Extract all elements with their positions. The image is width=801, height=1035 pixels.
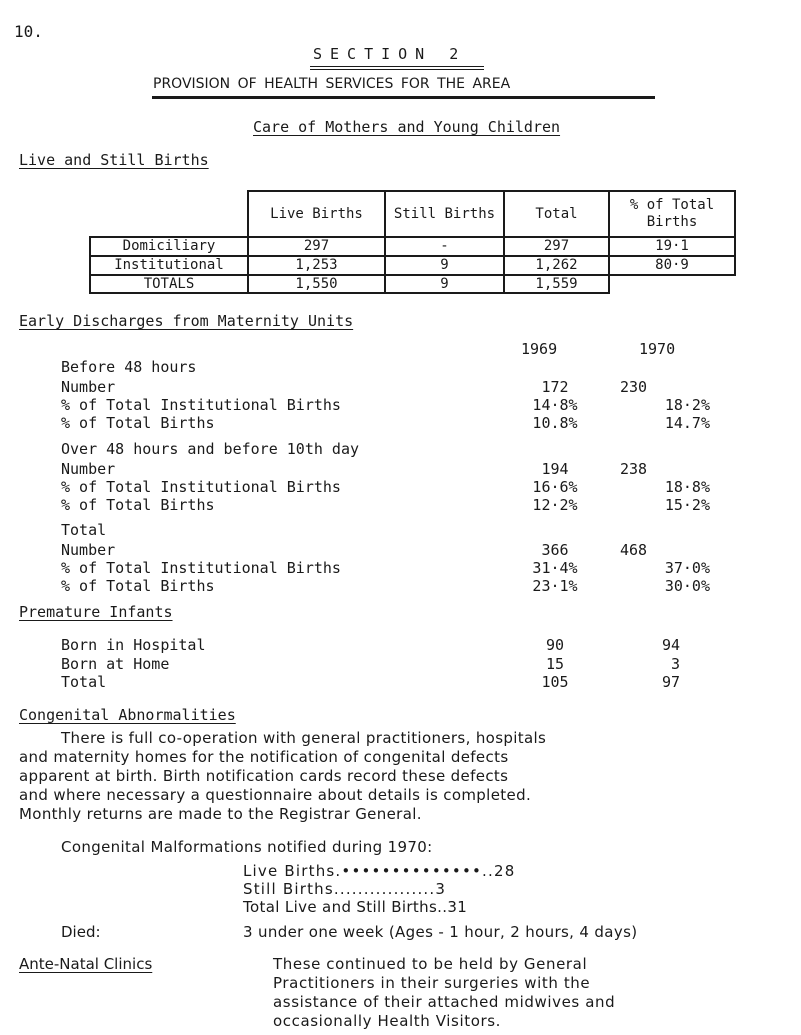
births-col-pct: % of Total Births: [609, 191, 735, 237]
died-label: Died:: [61, 923, 101, 941]
value-1970: 15·2%: [664, 496, 710, 514]
value-1970: 238: [620, 460, 648, 478]
section-title: SECTION 2: [313, 45, 467, 63]
congenital-para-line: and where necessary a questionnaire about details is completed.: [19, 786, 532, 804]
before48-title: Before 48 hours: [61, 358, 197, 376]
births-table-corner: [90, 191, 248, 237]
table-row: [0, 478, 801, 496]
total-group-title: Total: [61, 521, 107, 539]
births-cell: 9: [385, 256, 504, 275]
row-label: % of Total Institutional Births: [61, 396, 341, 414]
premature-heading: Premature Infants: [19, 603, 173, 621]
value-1970: 468: [620, 541, 648, 559]
value-1970: 97: [661, 673, 680, 691]
year-1970-header: 1970: [639, 340, 676, 358]
table-row: [0, 636, 801, 654]
value-1970: 3: [670, 655, 680, 673]
year-1969-header: 1969: [521, 340, 558, 358]
early-discharges-heading: Early Discharges from Maternity Units: [19, 312, 354, 330]
value-1970: 18·8%: [664, 478, 710, 496]
table-row: [0, 378, 801, 396]
notified-line: Congenital Malformations notified during 1970:: [61, 838, 433, 856]
value-1969: 12·2%: [532, 496, 578, 514]
congenital-heading: Congenital Abnormalities: [19, 706, 236, 724]
table-row: [0, 460, 801, 478]
table-row: [0, 559, 801, 577]
value-1969: 194: [541, 460, 569, 478]
value-1970: 18·2%: [664, 396, 710, 414]
antenatal-line: Practitioners in their surgeries with the: [273, 974, 591, 992]
births-cell: 9: [385, 275, 504, 294]
births-table: [89, 190, 736, 294]
value-1969: 14·8%: [532, 396, 578, 414]
table-row: [90, 256, 735, 275]
congenital-para-line: apparent at birth. Birth notification cards record these defects: [19, 767, 509, 785]
births-col-still: Still Births: [385, 191, 504, 237]
row-label: % of Total Institutional Births: [61, 478, 341, 496]
row-label: % of Total Births: [61, 496, 215, 514]
table-row: [0, 496, 801, 514]
births-col-total: Total: [504, 191, 609, 237]
value-1969: 23·1%: [532, 577, 578, 595]
row-label: Born at Home: [61, 655, 170, 673]
antenatal-line: These continued to be held by General: [273, 955, 588, 973]
births-row-label: Domiciliary: [90, 237, 248, 256]
births-cell: 19·1: [609, 237, 735, 256]
value-1969: 10.8%: [532, 414, 578, 432]
value-1969: 366: [541, 541, 569, 559]
congenital-para-line: Monthly returns are made to the Registrar General.: [19, 805, 422, 823]
births-row-label: TOTALS: [90, 275, 248, 294]
births-col-live: Live Births: [248, 191, 385, 237]
over48-title: Over 48 hours and before 10th day: [61, 440, 360, 458]
births-heading: Live and Still Births: [19, 151, 209, 169]
congenital-para-line: and maternity homes for the notification of congenital defects: [19, 748, 509, 766]
section-subtitle: PROVISION OF HEALTH SERVICES FOR THE AREA: [153, 76, 511, 92]
table-row: [0, 414, 801, 432]
row-label: Number: [61, 460, 116, 478]
value-1969: 31·4%: [532, 559, 578, 577]
section-title-rule-2: [310, 69, 484, 70]
malformation-list-item: Still Births.................3: [243, 880, 447, 898]
table-row: [0, 655, 801, 673]
table-row: [0, 673, 801, 691]
malformation-list-item: Live Births.••••••••••••••..28: [243, 862, 516, 880]
births-cell: 1,559: [504, 275, 609, 294]
antenatal-line: occasionally Health Visitors.: [273, 1012, 502, 1030]
value-1970: 14.7%: [664, 414, 710, 432]
row-label: % of Total Births: [61, 577, 215, 595]
table-row: [0, 396, 801, 414]
page-number: 10.: [14, 22, 43, 41]
malformation-list-item: Total Live and Still Births..31: [243, 898, 468, 916]
births-cell: 1,550: [248, 275, 385, 294]
value-1969: 16·6%: [532, 478, 578, 496]
value-1969: 172: [541, 378, 569, 396]
table-row: [90, 275, 735, 294]
births-table-header-row: [90, 191, 735, 237]
births-cell-empty: [609, 275, 735, 294]
row-label: Born in Hospital: [61, 636, 206, 654]
table-row: [0, 541, 801, 559]
births-cell: 297: [504, 237, 609, 256]
row-label: Number: [61, 378, 116, 396]
antenatal-label: Ante-Natal Clinics: [19, 955, 153, 973]
value-1969: 15: [545, 655, 565, 673]
row-label: % of Total Births: [61, 414, 215, 432]
value-1969: 105: [541, 673, 569, 691]
value-1970: 37·0%: [664, 559, 710, 577]
table-row: [90, 237, 735, 256]
congenital-para-line: There is full co-operation with general practitioners, hospitals: [61, 729, 547, 747]
section-title-rule: [310, 66, 484, 67]
died-text: 3 under one week (Ages - 1 hour, 2 hours, 4 days): [243, 923, 638, 941]
births-cell: -: [385, 237, 504, 256]
value-1970: 94: [661, 636, 680, 654]
value-1969: 90: [545, 636, 565, 654]
row-label: Total: [61, 673, 107, 691]
section-subtitle-rule: [152, 96, 655, 99]
row-label: % of Total Institutional Births: [61, 559, 341, 577]
value-1970: 230: [620, 378, 648, 396]
births-cell: 80·9: [609, 256, 735, 275]
care-heading: Care of Mothers and Young Children: [253, 118, 561, 136]
births-row-label: Institutional: [90, 256, 248, 275]
births-cell: 297: [248, 237, 385, 256]
births-cell: 1,262: [504, 256, 609, 275]
row-label: Number: [61, 541, 116, 559]
births-cell: 1,253: [248, 256, 385, 275]
table-row: [0, 577, 801, 595]
value-1970: 30·0%: [664, 577, 710, 595]
antenatal-line: assistance of their attached midwives and: [273, 993, 616, 1011]
